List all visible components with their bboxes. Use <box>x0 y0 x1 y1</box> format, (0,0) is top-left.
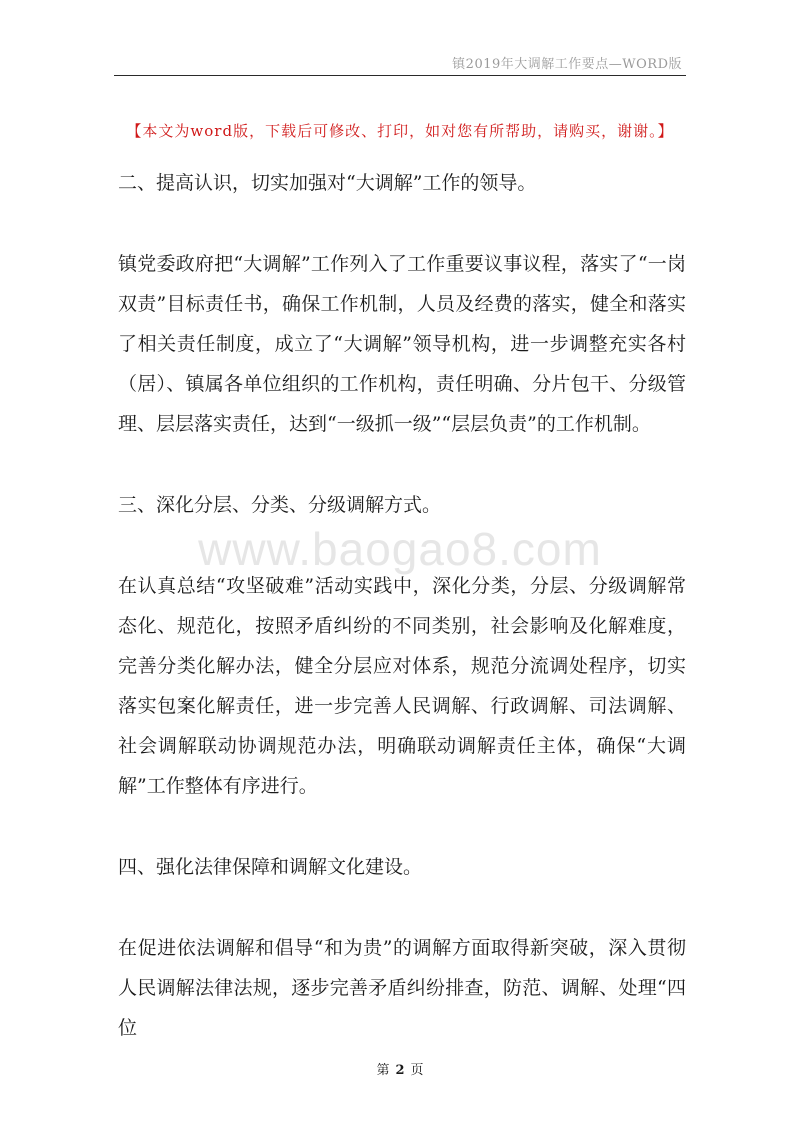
page-number: 2 <box>395 1063 405 1078</box>
section-heading-3: 三、深化分层、分类、分级调解方式。 <box>118 494 442 516</box>
section-body-2: 镇党委政府把“大调解”工作列入了工作重要议事议程，落实了“一岗双责”目标责任书，确保工作机制，人员及经费的落实，健全和落实了相关责任制度，成立了“大调解”领导机构，进一步调整充实各村（居）、镇属各单位组织的工作机构，责任明确、分片包干、分级管理、层层落实责任，达到“一级抓一级”“层层负责”的工作机制。 <box>118 253 686 435</box>
section-heading-4: 四、强化法律保障和调解文化建设。 <box>118 856 423 878</box>
header-divider <box>114 75 686 76</box>
document-header-title: 镇2019年大调解工作要点—WORD版 <box>452 57 682 72</box>
document-body <box>118 163 686 1089</box>
page-label-suffix: 页 <box>410 1063 424 1078</box>
section-heading-2: 二、提高认识，切实加强对“大调解”工作的领导。 <box>118 172 537 194</box>
purchase-notice: 【本文为word版，下载后可修改、打印，如对您有所帮助，请购买，谢谢。】 <box>126 122 674 140</box>
section-body-3: 在认真总结“攻坚破难”活动实践中，深化分类，分层、分级调解常态化、规范化，按照矛盾纠纷的不同类别，社会影响及化解难度，完善分类化解办法，健全分层应对体系，规范分流调处程序，切实落实包案化解责任，进一步完善人民调解、行政调解、司法调解、社会调解联动协调规范办法，明确联动调解责任主体，确保“大调解”工作整体有序进行。 <box>118 575 686 797</box>
page-label-prefix: 第 <box>376 1063 390 1078</box>
site-watermark: www.baogao8.com <box>198 523 602 575</box>
section-body-4: 在促进依法调解和倡导“和为贵”的调解方面取得新突破，深入贯彻人民调解法律法规，逐步完善矛盾纠纷排查，防范、调解、处理“四位 <box>118 937 686 1039</box>
page-footer <box>0 1059 800 1078</box>
